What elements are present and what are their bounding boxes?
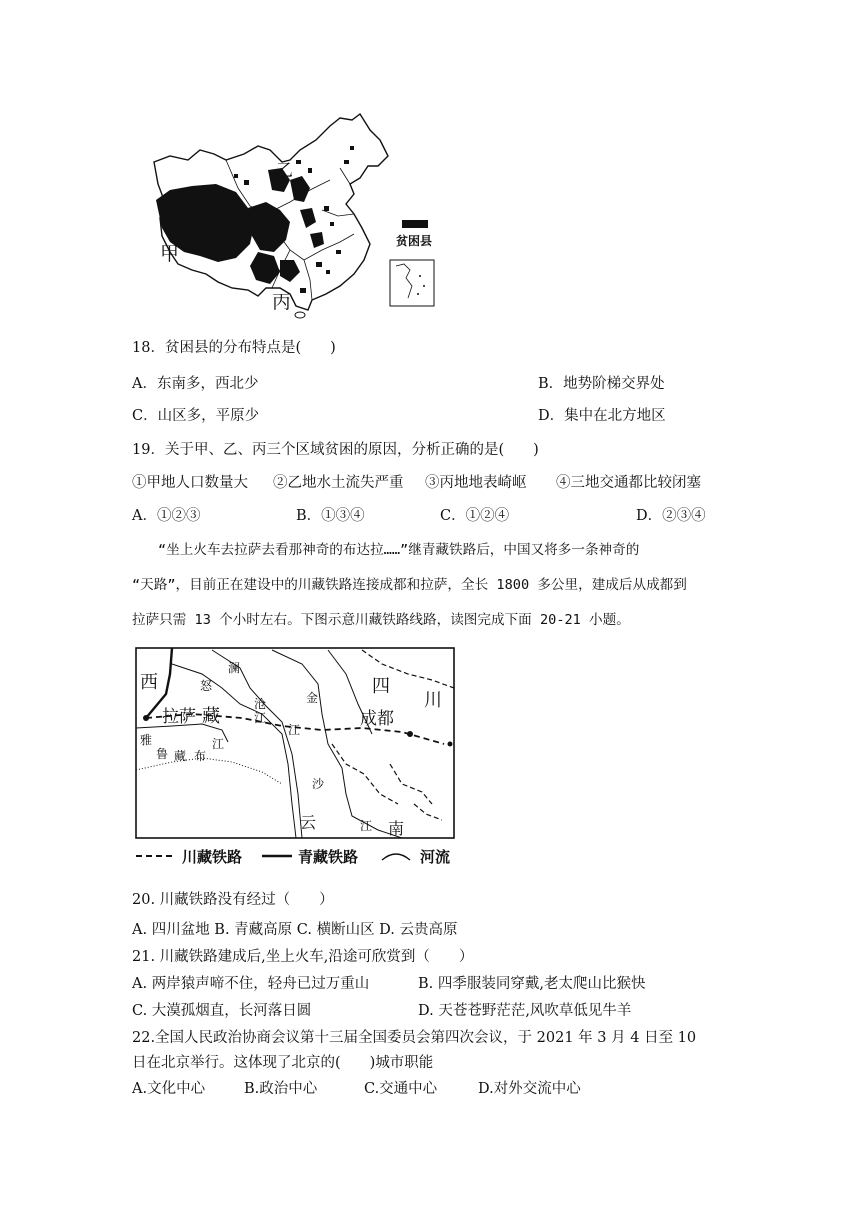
china-poverty-map [140,110,450,320]
label-jiang-lc: 江 [288,723,301,737]
q18-option-d[interactable]: D．集中在北方地区 [538,408,666,424]
q19-option-d[interactable]: D．②③④ [636,508,706,524]
q18-option-b[interactable]: B．地势阶梯交界处 [538,376,665,392]
passage-line-1: “坐上火车去拉萨去看那神奇的布达拉……”继青藏铁路后，中国又将多一条神奇的 [158,542,640,558]
q18-option-c[interactable]: C．山区多，平原少 [132,408,260,424]
q22-option-a[interactable]: A.文化中心 [132,1081,206,1097]
label-nu: 怒 [200,679,213,693]
label-lu: 鲁 [156,747,169,761]
q21-option-b[interactable]: B. 四季服装同穿戴,老太爬山比猴快 [418,976,646,992]
label-ya: 雅 [140,733,153,747]
legend-qingzang: 青藏铁路 [298,848,359,866]
label-jin: 金 [306,691,319,705]
map2-legend [136,848,450,866]
question-22-stem-line-1: 22.全国人民政治协商会议第十三届全国委员会第四次会议，于 2021 年 3 月 4 日至 10 [132,1030,697,1046]
label-sha: 沙 [312,777,325,791]
label-zang2: 藏 [174,749,187,763]
q22-option-b[interactable]: B.政治中心 [244,1081,318,1097]
question-20-stem: 20. 川藏铁路没有经过（ ） [132,892,334,908]
label-jiang-yl: 江 [212,737,225,751]
q22-option-c[interactable]: C.交通中心 [364,1081,438,1097]
region-label-bing: 丙 [272,291,292,313]
label-chengdu: 成都 [360,709,394,729]
legend-swatch [402,220,428,228]
q19-statement-4: ④三地交通都比较闭塞 [556,475,701,491]
legend-label: 贫困县 [396,234,433,248]
label-lan: 澜 [228,661,241,675]
q21-option-c[interactable]: C. 大漠孤烟直，长河落日圆 [132,1003,312,1019]
passage-line-3: 拉萨只需 13 个小时左右。下图示意川藏铁路线路，读图完成下面 20-21 小题。 [132,612,630,628]
q19-option-b[interactable]: B．①③④ [296,508,365,524]
q19-statement-3: ③丙地地表崎岖 [425,475,527,491]
q21-option-a[interactable]: A. 两岸猿声啼不住，轻舟已过万重山 [132,976,370,992]
legend-river: 河流 [420,848,451,866]
label-nan: 南 [388,819,405,838]
legend-chuanzang: 川藏铁路 [182,848,243,866]
question-18-stem: 18．贫困县的分布特点是( ) [132,340,336,356]
label-xi: 西 [140,672,158,693]
region-label-yi: 乙 [276,161,293,181]
passage-line-2: “天路”，目前正在建设中的川藏铁路连接成都和拉萨，全长 1800 多公里，建成后从成都到 [132,577,687,593]
question-21-stem: 21. 川藏铁路建成后,坐上火车,沿途可欣赏到（ ） [132,949,474,965]
q21-option-d[interactable]: D. 天苍苍野茫茫,风吹草低见牛羊 [418,1003,632,1019]
question-22-stem-line-2: 日在北京举行。这体现了北京的( )城市职能 [132,1055,434,1071]
label-jiang-nu: 江 [254,711,267,725]
sichuan-tibet-railway-map [132,644,464,870]
label-yun: 云 [300,813,317,832]
q18-option-a[interactable]: A．东南多，西北少 [132,376,259,392]
label-lasa: 拉萨 [162,707,196,727]
question-19-stem: 19．关于甲、乙、丙三个区域贫困的原因，分析正确的是( ) [132,442,539,458]
q19-option-c[interactable]: C．①②④ [440,508,510,524]
q20-options[interactable]: A. 四川盆地 B. 青藏高原 C. 横断山区 D. 云贵高原 [132,922,458,938]
label-jiang-js: 江 [360,819,373,833]
south-china-sea-inset [390,260,434,306]
region-label-jia: 甲 [160,243,180,265]
q22-option-d[interactable]: D.对外交流中心 [478,1081,581,1097]
label-cang: 沧 [254,697,267,711]
label-chuan: 川 [424,690,442,711]
q19-statement-1: ①甲地人口数量大 [132,475,248,491]
label-zang: 藏 [202,706,220,727]
label-si: 四 [372,676,390,697]
label-bu: 布 [194,749,207,763]
q19-option-a[interactable]: A．①②③ [132,508,201,524]
q19-statement-2: ②乙地水土流失严重 [273,475,404,491]
